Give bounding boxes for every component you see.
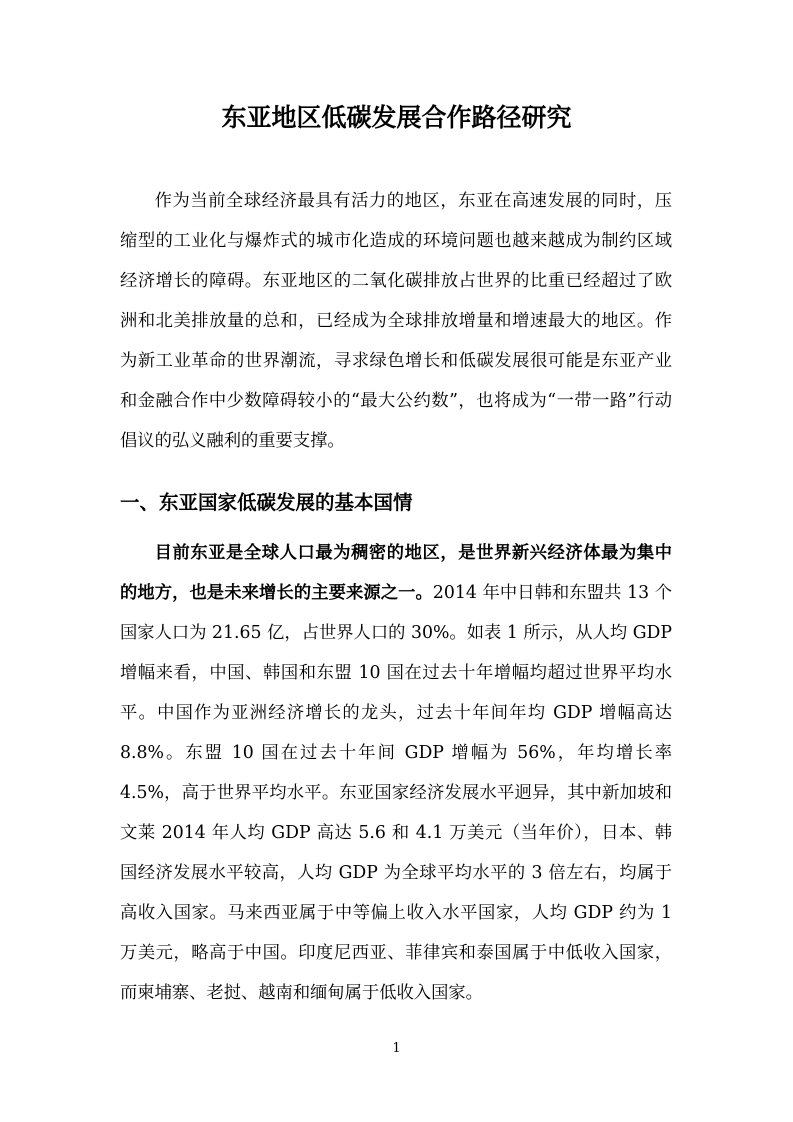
- page-number: 1: [392, 1041, 401, 1056]
- section-heading: 一、东亚国家低碳发展的基本国情: [120, 491, 413, 514]
- document-title: 东亚地区低碳发展合作路径研究: [221, 103, 572, 132]
- intro-paragraph: 作为当前全球经济最具有活力的地区，东亚在高速发展的同时，压缩型的工业化与爆炸式的城市化造成的环境问题也越来越成为制约区域经济增长的障碍。东亚地区的二氧化碳排放占世界的比重已经超过了欧洲和北美排放量的总和，已经成为全球排放增量和增速最大的地区。作为新工业革命的世界潮流，寻求绿色增长和低碳发展很可能是东亚产业和金融合作中少数障碍较小的“最大公约数”，也将成为“一带一路”行动倡议的弘义融利的重要支撑。: [120, 191, 672, 451]
- paragraph-lead-bold: 目前东亚是全球人口最为稠密的地区，是世界新兴经济体最为集中的地方，也是未来增长的主要来源之一。: [120, 543, 672, 603]
- section-paragraph: [120, 533, 672, 1013]
- paragraph-body-text: 2014 年中日韩和东盟共 13 个国家人口为 21.65 亿，占世界人口的 30%。如表 1 所示，从人均 GDP 增幅来看，中国、韩国和东盟 10 国在过去十年增幅均超过世界平均水平。中国作为亚洲经济增长的龙头，过去十年间年均 GDP 增幅高达 8.8%。东盟 10 国在过去十年间 GDP 增幅为 56%，年均增长率 4.5%，高于世界平均水平。东亚国家经济发展水平迥异，其中新加坡和文莱 2014 年人均 GDP 高达 5.6 和 4.1 万美元（当年价），日本、韩国经济发展水平较高，人均 GDP 为全球平均水平的 3 倍左右，均属于高收入国家。马来西亚属于中等偏上收入水平国家，人均 GDP 约为 1 万美元，略高于中国。印度尼西亚、菲律宾和泰国属于中低收入国家，而柬埔寨、老挝、越南和缅甸属于低收入国家。: [120, 583, 672, 1003]
